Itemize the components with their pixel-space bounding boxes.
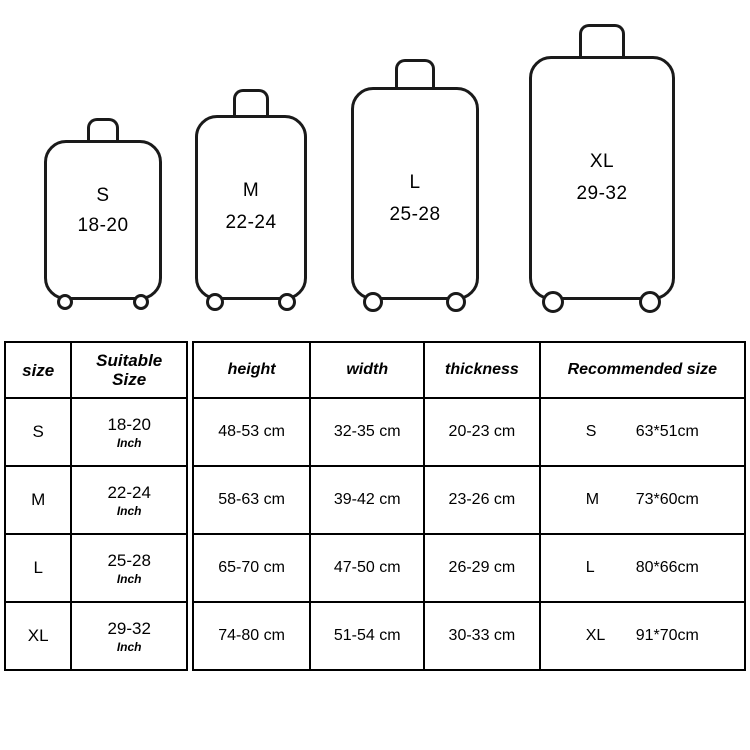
suitcase-wheel-icon [133,294,149,310]
cell-width: 51-54 cm [310,602,424,670]
suitcase-body [195,115,307,300]
cell-thickness: 20-23 cm [424,398,539,466]
suitcase-wheel-icon [542,291,564,313]
recommended-size-value: 80*66cm [635,559,699,576]
suitcase-wheel-icon [363,292,383,312]
recommended-size-value: 91*70cm [635,627,699,644]
cell-size: XL [5,602,71,670]
cell-width: 47-50 cm [310,534,424,602]
recommended-size-value: 73*60cm [635,491,699,508]
suitable-value: 18-20 [107,414,151,434]
recommended-size-label: S [585,423,597,440]
suitcase-range-m: 22-24 [225,212,277,233]
table-row [5,602,187,670]
recommended-size-value: 63*51cm [635,423,699,440]
suitcase-handle-icon [395,59,435,87]
cell-height: 65-70 cm [193,534,310,602]
cell-suitable [71,398,187,466]
suitable-value: 25-28 [107,550,151,570]
table-row [193,466,745,534]
table-header-row [193,342,745,398]
header-suitable-line1: Suitable [96,351,163,370]
header-suitable-line2: Size [112,370,147,389]
cell-height: 58-63 cm [193,466,310,534]
table-row [5,398,187,466]
cell-thickness: 30-33 cm [424,602,539,670]
cell-width: 39-42 cm [310,466,424,534]
suitcase-handle-icon [233,89,269,115]
header-recommended-size: Recommended size [540,342,745,398]
header-suitable-size [71,342,187,398]
cell-recommended [540,466,745,534]
suitcase-wheel-icon [206,293,224,311]
suitable-unit: Inch [116,435,142,450]
table-row [193,602,745,670]
table-row [5,534,187,602]
suitcase-body [351,87,479,300]
suitcase-wheel-icon [278,293,296,311]
header-width: width [310,342,424,398]
table-header-row [5,342,187,398]
suitable-size-table [4,341,188,671]
suitcase-s [44,100,162,300]
cell-suitable [71,602,187,670]
dimension-table [192,341,746,671]
cell-size: L [5,534,71,602]
cell-height: 74-80 cm [193,602,310,670]
cell-recommended [540,602,745,670]
cell-size: M [5,466,71,534]
suitcase-body [529,56,675,300]
header-size: size [5,342,71,398]
suitable-unit: Inch [116,639,142,654]
cell-recommended [540,534,745,602]
cell-size: S [5,398,71,466]
cell-width: 32-35 cm [310,398,424,466]
suitcase-wheel-icon [57,294,73,310]
header-height: height [193,342,310,398]
cell-thickness: 23-26 cm [424,466,539,534]
luggage-size-illustration [0,0,750,330]
cell-thickness: 26-29 cm [424,534,539,602]
recommended-size-label: L [585,559,595,576]
table-row [5,466,187,534]
suitcase-body [44,140,162,300]
suitcase-range-xl: 29-32 [576,183,628,204]
header-thickness: thickness [424,342,539,398]
table-row [193,534,745,602]
suitable-unit: Inch [116,571,142,586]
suitcase-wheel-icon [639,291,661,313]
cell-suitable [71,534,187,602]
suitcase-wheel-icon [446,292,466,312]
cell-suitable [71,466,187,534]
suitcase-label-s: S [96,185,110,206]
cell-height: 48-53 cm [193,398,310,466]
suitcase-range-s: 18-20 [77,215,129,236]
suitcase-handle-icon [579,24,625,56]
suitable-unit: Inch [116,503,142,518]
suitcase-l [351,50,479,300]
suitable-value: 22-24 [107,482,151,502]
recommended-size-label: XL [585,627,606,644]
suitcase-label-m: M [242,180,260,201]
recommended-size-label: M [585,491,600,508]
suitcase-range-l: 25-28 [389,204,441,225]
suitcase-xl [529,15,675,300]
table-row [193,398,745,466]
cell-recommended [540,398,745,466]
suitcase-label-l: L [409,172,421,193]
suitcase-handle-icon [87,118,119,140]
suitcase-m [195,80,307,300]
suitcase-label-xl: XL [589,151,615,172]
suitable-value: 29-32 [107,618,151,638]
